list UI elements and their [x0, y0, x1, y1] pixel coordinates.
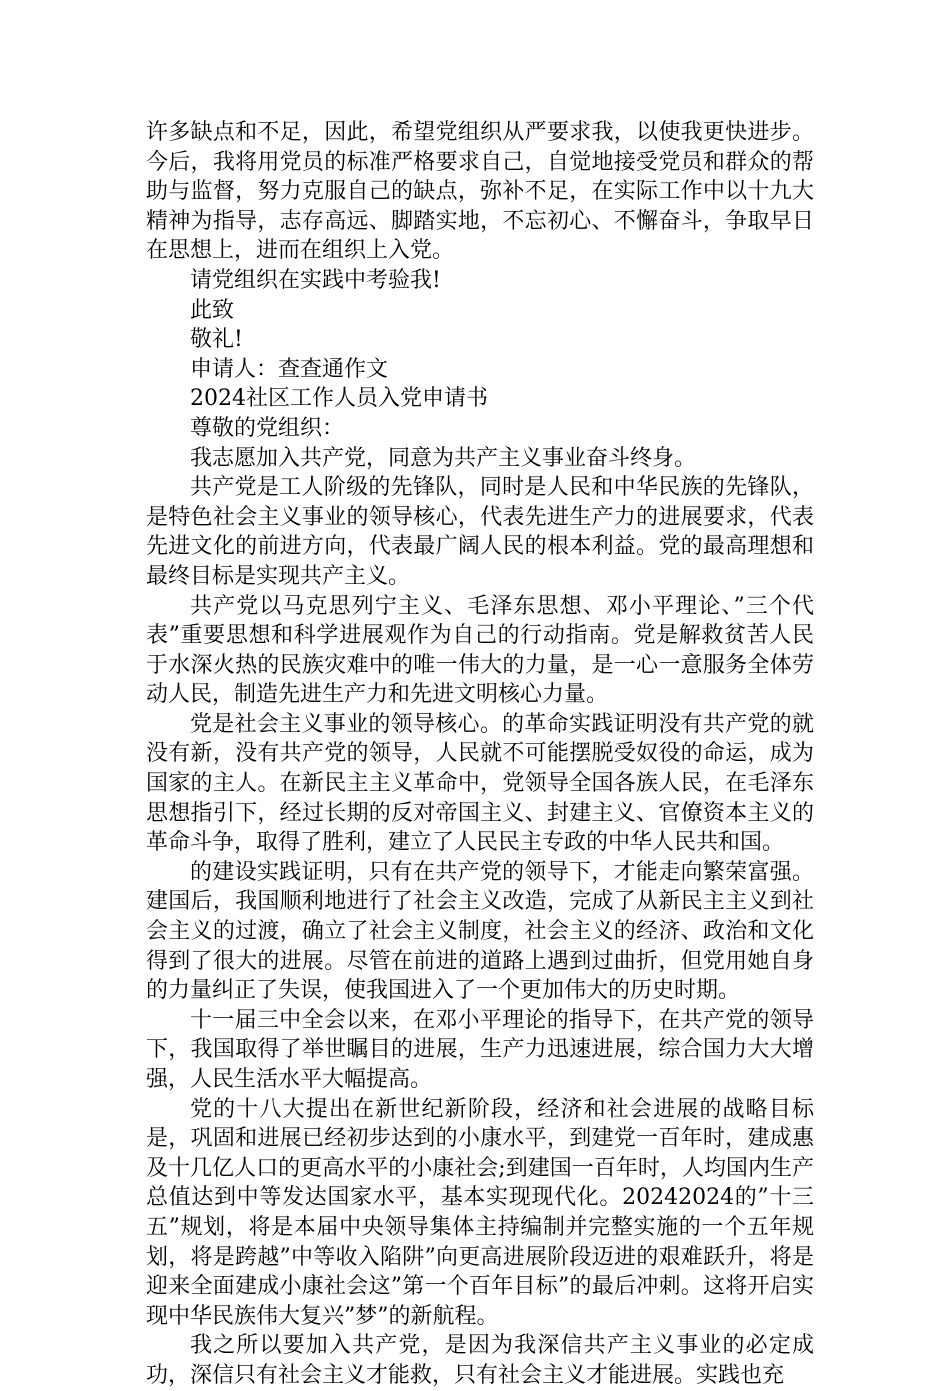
- document-page: [146, 118, 814, 1391]
- paragraph: 此致: [190, 297, 235, 323]
- document-title: 2024社区工作人员入党申请书: [190, 386, 488, 412]
- paragraph: 敬礼!: [190, 327, 243, 353]
- paragraph: 共产党是工人阶级的先锋队，同时是人民和中华民族的先锋队，是特色社会主义事业的领导核心，代表先进生产力的进展要求，代表先进文化的前进方向，代表最广阔人民的根本利益。党的最高理想和最终目标是实现共产主义。: [146, 475, 814, 589]
- paragraph: 十一届三中全会以来，在邓小平理论的指导下，在共产党的领导下，我国取得了举世瞩目的进展，生产力迅速进展，综合国力大大增强，人民生活水平大幅提高。: [146, 1007, 814, 1092]
- paragraph: 共产党以马克思列宁主义、毛泽东思想、邓小平理论、”三个代表”重要思想和科学进展观作为自己的行动指南。党是解救贫苦人民于水深火热的民族灾难中的唯一伟大的力量，是一心一意服务全体劳动人民，制造先进生产力和先进文明核心力量。: [146, 593, 814, 708]
- signature-line: 申请人：查查通作文: [190, 356, 389, 382]
- salutation: 尊敬的党组织：: [190, 415, 345, 441]
- paragraph: 的建设实践证明，只有在共产党的领导下，才能走向繁荣富强。建国后，我国顺利地进行了社会主义改造，完成了从新民主主义到社会主义的过渡，确立了社会主义制度，社会主义的经济、政治和文化得到了很大的进展。尽管在前进的道路上遇到过曲折，但党用她自身的力量纠正了失误，使我国进入了一个更加伟大的历史时期。: [146, 859, 814, 1004]
- paragraph: 党的十八大提出在新世纪新阶段，经济和社会进展的战略目标是，巩固和进展已经初步达到的小康水平，到建党一百年时，建成惠及十几亿人口的更高水平的小康社会;到建国一百年时，人均国内生产总值达到中等发达国家水平，基本实现现代化。20242024的”十三五”规划，将是本届中央领导集体主持编制并完整实施的一个五年规划，将是跨越”中等收入陷阱”向更高进展阶段迈进的艰难跃升，将是迎来全面建成小康社会这”第一个百年目标”的最后冲刺。这将开启实现中华民族伟大复兴”梦”的新航程。: [146, 1096, 814, 1329]
- paragraph: 我之所以要加入共产党，是因为我深信共产主义事业的必定成功，深信只有社会主义才能救，只有社会主义才能进展。实践也充: [146, 1333, 814, 1388]
- paragraph: 请党组织在实践中考验我!: [190, 267, 441, 293]
- paragraph: 许多缺点和不足，因此，希望党组织从严要求我，以使我更快进步。今后，我将用党员的标准严格要求自己，自觉地接受党员和群众的帮助与监督，努力克服自己的缺点，弥补不足，在实际工作中以十九大精神为指导，志存高远、脚踏实地，不忘初心、不懈奋斗，争取早日在思想上，进而在组织上入党。: [146, 120, 814, 264]
- paragraph: 党是社会主义事业的领导核心。的革命实践证明没有共产党的就没有新，没有共产党的领导，人民就不可能摆脱受奴役的命运，成为国家的主人。在新民主主义革命中，党领导全国各族人民，在毛泽东思想指引下，经过长期的反对帝国主义、封建主义、官僚资本主义的革命斗争，取得了胜利，建立了人民民主专政的中华人民共和国。: [146, 711, 814, 856]
- paragraph: 我志愿加入共产党，同意为共产主义事业奋斗终身。: [190, 445, 697, 471]
